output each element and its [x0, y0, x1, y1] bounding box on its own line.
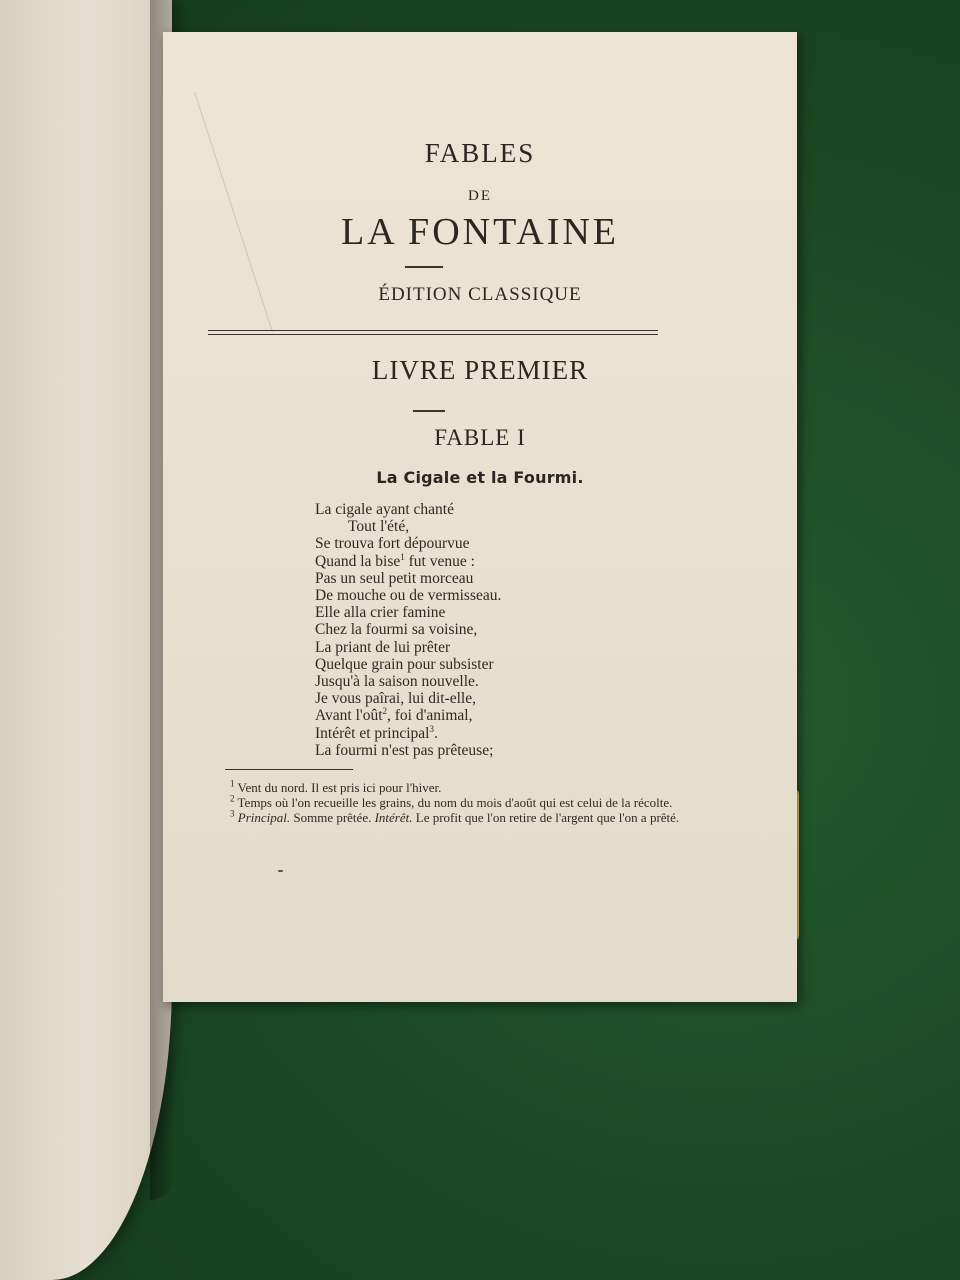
- poem-line-text: Quelque grain pour subsister: [315, 655, 494, 673]
- fable-number: FABLE I: [434, 425, 526, 450]
- poem-line: [315, 656, 501, 673]
- book-page: [163, 32, 797, 1002]
- left-page-curl: [0, 0, 172, 1280]
- poem-line-text: Intérêt et principal: [315, 724, 430, 742]
- footnotes: [218, 780, 693, 825]
- footnote-text: Temps où l'on recueille les grains, du nom du mois d'août qui est celui de la récolte.: [234, 795, 673, 810]
- poem-line-text: Elle alla crier famine: [315, 604, 446, 622]
- poem-line: [315, 707, 501, 724]
- poem-line: [315, 639, 501, 656]
- poem-line-text-after: , foi d'animal,: [387, 707, 473, 725]
- poem-line-text-after: fut venue :: [404, 552, 475, 570]
- poem-line: [315, 742, 501, 759]
- title-de: DE: [468, 188, 492, 204]
- poem-line-text-after: .: [433, 724, 438, 742]
- poem-line-text: Se trouva fort dépourvue: [315, 535, 470, 553]
- footnote-number: 3: [230, 808, 235, 819]
- footnote-ref: 3: [429, 723, 434, 734]
- poem-line: [315, 570, 501, 587]
- double-rule-bottom: [208, 334, 658, 335]
- poem-line-text: La fourmi n'est pas prêteuse;: [315, 741, 494, 759]
- footnote-ref: 2: [382, 706, 388, 717]
- heading-dash: [413, 410, 445, 412]
- poem-line-text: Chez la fourmi sa voisine,: [315, 621, 478, 639]
- title-fables: FABLES: [424, 138, 536, 168]
- edition-label: ÉDITION CLASSIQUE: [378, 284, 582, 305]
- poem-line: [315, 673, 501, 690]
- fable-title: La Cigale et la Fourmi.: [376, 468, 584, 487]
- ink-speck: [278, 870, 283, 872]
- poem-line: [315, 553, 501, 570]
- poem-line-text: Tout l'été,: [348, 518, 410, 536]
- poem-line: [315, 604, 501, 621]
- poem-line-text: Jusqu'à la saison nouvelle.: [315, 673, 479, 691]
- poem-line-text: De mouche ou de vermisseau.: [315, 587, 502, 605]
- footnote-text: Somme prêtée.: [290, 810, 375, 825]
- footnote: [218, 810, 693, 825]
- poem-line: [315, 621, 501, 638]
- poem-line: [315, 725, 501, 742]
- poem-line: [315, 535, 501, 552]
- poem-line-text: Je vous paîrai, lui dit-elle,: [315, 690, 476, 708]
- poem-line: [315, 501, 501, 518]
- poem-text: [315, 501, 501, 759]
- double-rule-top: [208, 330, 658, 331]
- footnote-number: 1: [230, 778, 235, 789]
- footnote: [218, 780, 693, 795]
- poem-line: [315, 518, 501, 535]
- footnote: [218, 795, 693, 810]
- footnote-text: Vent du nord. Il est pris ici pour l'hiver.: [234, 780, 442, 795]
- poem-line-text: La priant de lui prêter: [315, 638, 451, 656]
- footnote-text: Le profit que l'on retire de l'argent que l'on a prêté.: [412, 810, 680, 825]
- footnote-rule: [225, 769, 353, 770]
- poem-line: [315, 587, 501, 604]
- footnote-ref: 1: [400, 551, 405, 562]
- footnote-number: 2: [230, 793, 235, 804]
- poem-line-text: Quand la bise: [315, 552, 401, 570]
- title-la-fontaine: LA FONTAINE: [341, 211, 619, 253]
- title-dash: [405, 266, 443, 268]
- footnote-text: Intérêt.: [374, 810, 413, 825]
- poem-line-text: La cigale ayant chanté: [315, 501, 454, 518]
- poem-line: [315, 690, 501, 707]
- poem-line-text: Avant l'oût: [315, 707, 383, 725]
- footnote-text: Principal.: [237, 810, 291, 825]
- poem-line-text: Pas un seul petit morceau: [315, 569, 474, 587]
- book-heading: LIVRE PREMIER: [371, 355, 589, 385]
